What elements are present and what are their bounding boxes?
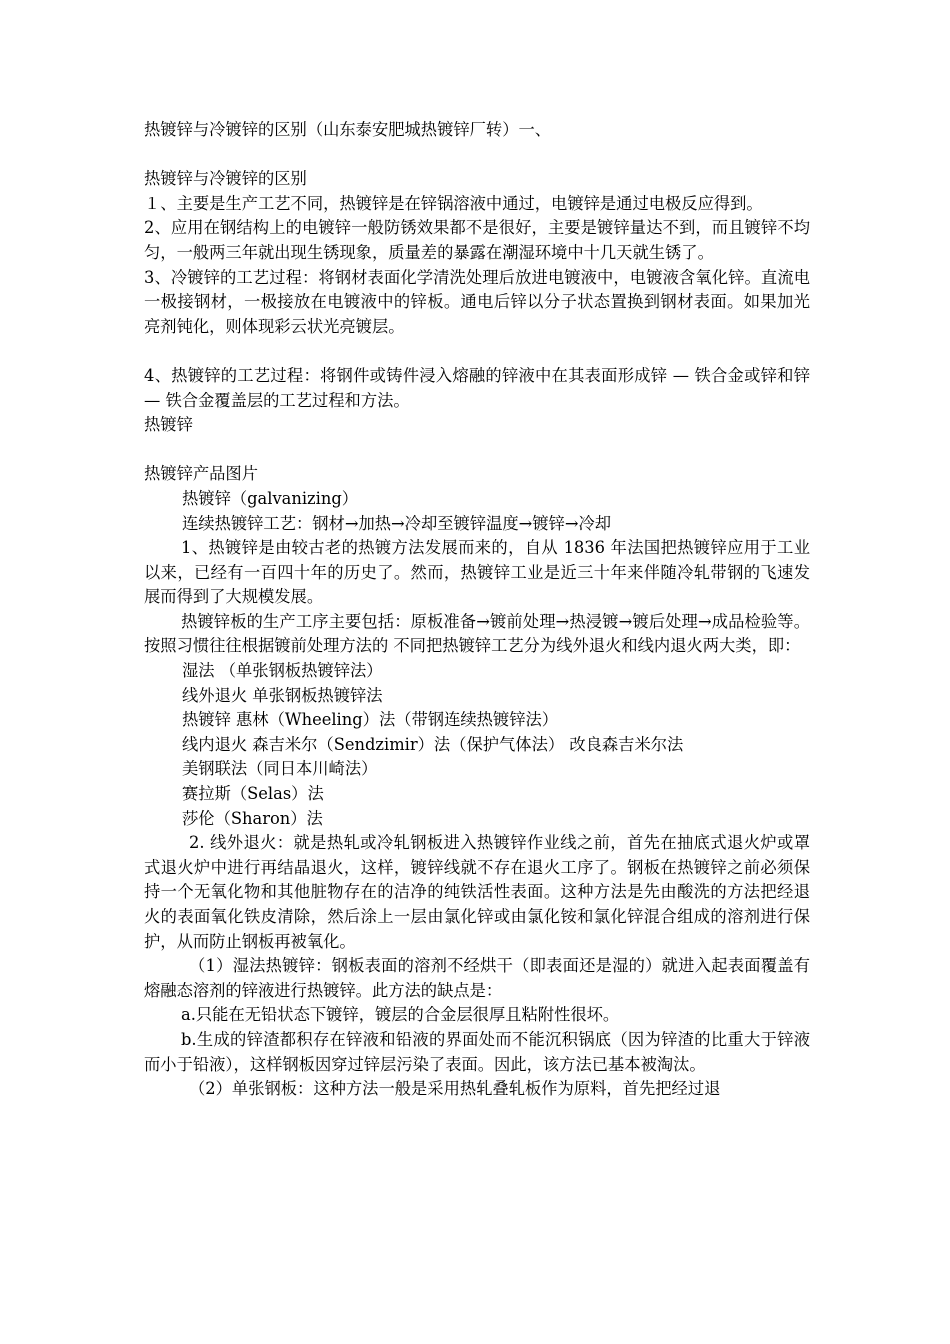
list-item: 美钢联法（同日本川崎法） bbox=[182, 759, 378, 779]
section-heading: 热镀锌 bbox=[144, 415, 193, 435]
document-body bbox=[144, 118, 810, 1102]
section-heading: 热镀锌与冷镀锌的区别 bbox=[144, 169, 307, 189]
list-item: 线内退火 森吉米尔（Sendzimir）法（保护气体法） 改良森吉米尔法 bbox=[182, 734, 684, 754]
paragraph: １、主要是生产工艺不同，热镀锌是在锌锅溶液中通过，电镀锌是通过电极反应得到。 bbox=[144, 193, 763, 213]
list-item: 线外退火 单张钢板热镀锌法 bbox=[182, 685, 383, 705]
paragraph: 3、冷镀锌的工艺过程：将钢材表面化学清洗处理后放进电镀液中，电镀液含氧化锌。直流电一极接钢材，一极接放在电镀液中的锌板。通电后锌以分子状态置换到钢材表面。如果加光亮剂钝化，则体现彩云状光亮镀层。 bbox=[144, 267, 810, 336]
paragraph: 1、热镀锌是由较古老的热镀方法发展而来的，自从 1836 年法国把热镀锌应用于工业以来，已经有一百四十年的历史了。然而，热镀锌工业是近三十年来伴随冷轧带钢的飞速发展而得到了大规模发展。 bbox=[144, 538, 810, 607]
paragraph: 4、热镀锌的工艺过程：将钢件或铸件浸入熔融的锌液中在其表面形成锌 — 铁合金或锌和锌 — 铁合金覆盖层的工艺过程和方法。 bbox=[144, 365, 810, 410]
blank-line bbox=[144, 438, 810, 463]
blank-line bbox=[144, 339, 810, 364]
blank-line bbox=[144, 143, 810, 168]
paragraph: 2. 线外退火：就是热轧或冷轧钢板进入热镀锌作业线之前，首先在抽底式退火炉或罩式退火炉中进行再结晶退火，这样，镀锌线就不存在退火工序了。钢板在热镀锌之前必须保持一个无氧化物和其他脏物存在的洁净的纯铁活性表面。这种方法是先由酸洗的方法把经退火的表面氧化铁皮清除，然后涂上一层由氯化锌或由氯化铵和氯化锌混合组成的溶剂进行保护，从而防止钢板再被氧化。 bbox=[144, 833, 810, 951]
list-item: 莎伦（Sharon）法 bbox=[182, 808, 323, 828]
paragraph: 热镀锌（galvanizing） bbox=[182, 488, 359, 508]
paragraph: 热镀锌板的生产工序主要包括：原板准备→镀前处理→热浸镀→镀后处理→成品检验等。按照习惯往往根据镀前处理方法的 不同把热镀锌工艺分为线外退火和线内退火两大类，即： bbox=[144, 611, 810, 656]
list-item: 湿法 （单张钢板热镀锌法） bbox=[182, 661, 383, 681]
paragraph: 2、应用在钢结构上的电镀锌一般防锈效果都不是很好，主要是镀锌量达不到，而且镀锌不均匀，一般两三年就出现生锈现象，质量差的暴露在潮湿环境中十几天就生锈了。 bbox=[144, 218, 810, 262]
paragraph: 连续热镀锌工艺：钢材→加热→冷却至镀锌温度→镀锌→冷却 bbox=[182, 513, 612, 533]
paragraph: （1）湿法热镀锌：钢板表面的溶剂不经烘干（即表面还是湿的）就进入起表面覆盖有熔融态溶剂的锌液进行热镀锌。此方法的缺点是： bbox=[144, 956, 810, 1000]
paragraph: （2）单张钢板：这种方法一般是采用热轧叠轧板作为原料，首先把经过退 bbox=[189, 1079, 721, 1099]
list-item: 热镀锌 惠林（Wheeling）法（带钢连续热镀锌法） bbox=[182, 710, 559, 730]
list-item: 赛拉斯（Selas）法 bbox=[182, 784, 324, 804]
paragraph: b.生成的锌渣都积存在锌液和铅液的界面处而不能沉积锅底（因为锌渣的比重大于锌液而小于铅液），这样钢板因穿过锌层污染了表面。因此，该方法已基本被淘汰。 bbox=[144, 1029, 810, 1074]
document-title: 热镀锌与冷镀锌的区别（山东泰安肥城热镀锌厂转）一、 bbox=[144, 120, 552, 139]
paragraph: a.只能在无铅状态下镀锌，镀层的合金层很厚且粘附性很坏。 bbox=[181, 1005, 620, 1025]
section-heading: 热镀锌产品图片 bbox=[144, 464, 258, 484]
